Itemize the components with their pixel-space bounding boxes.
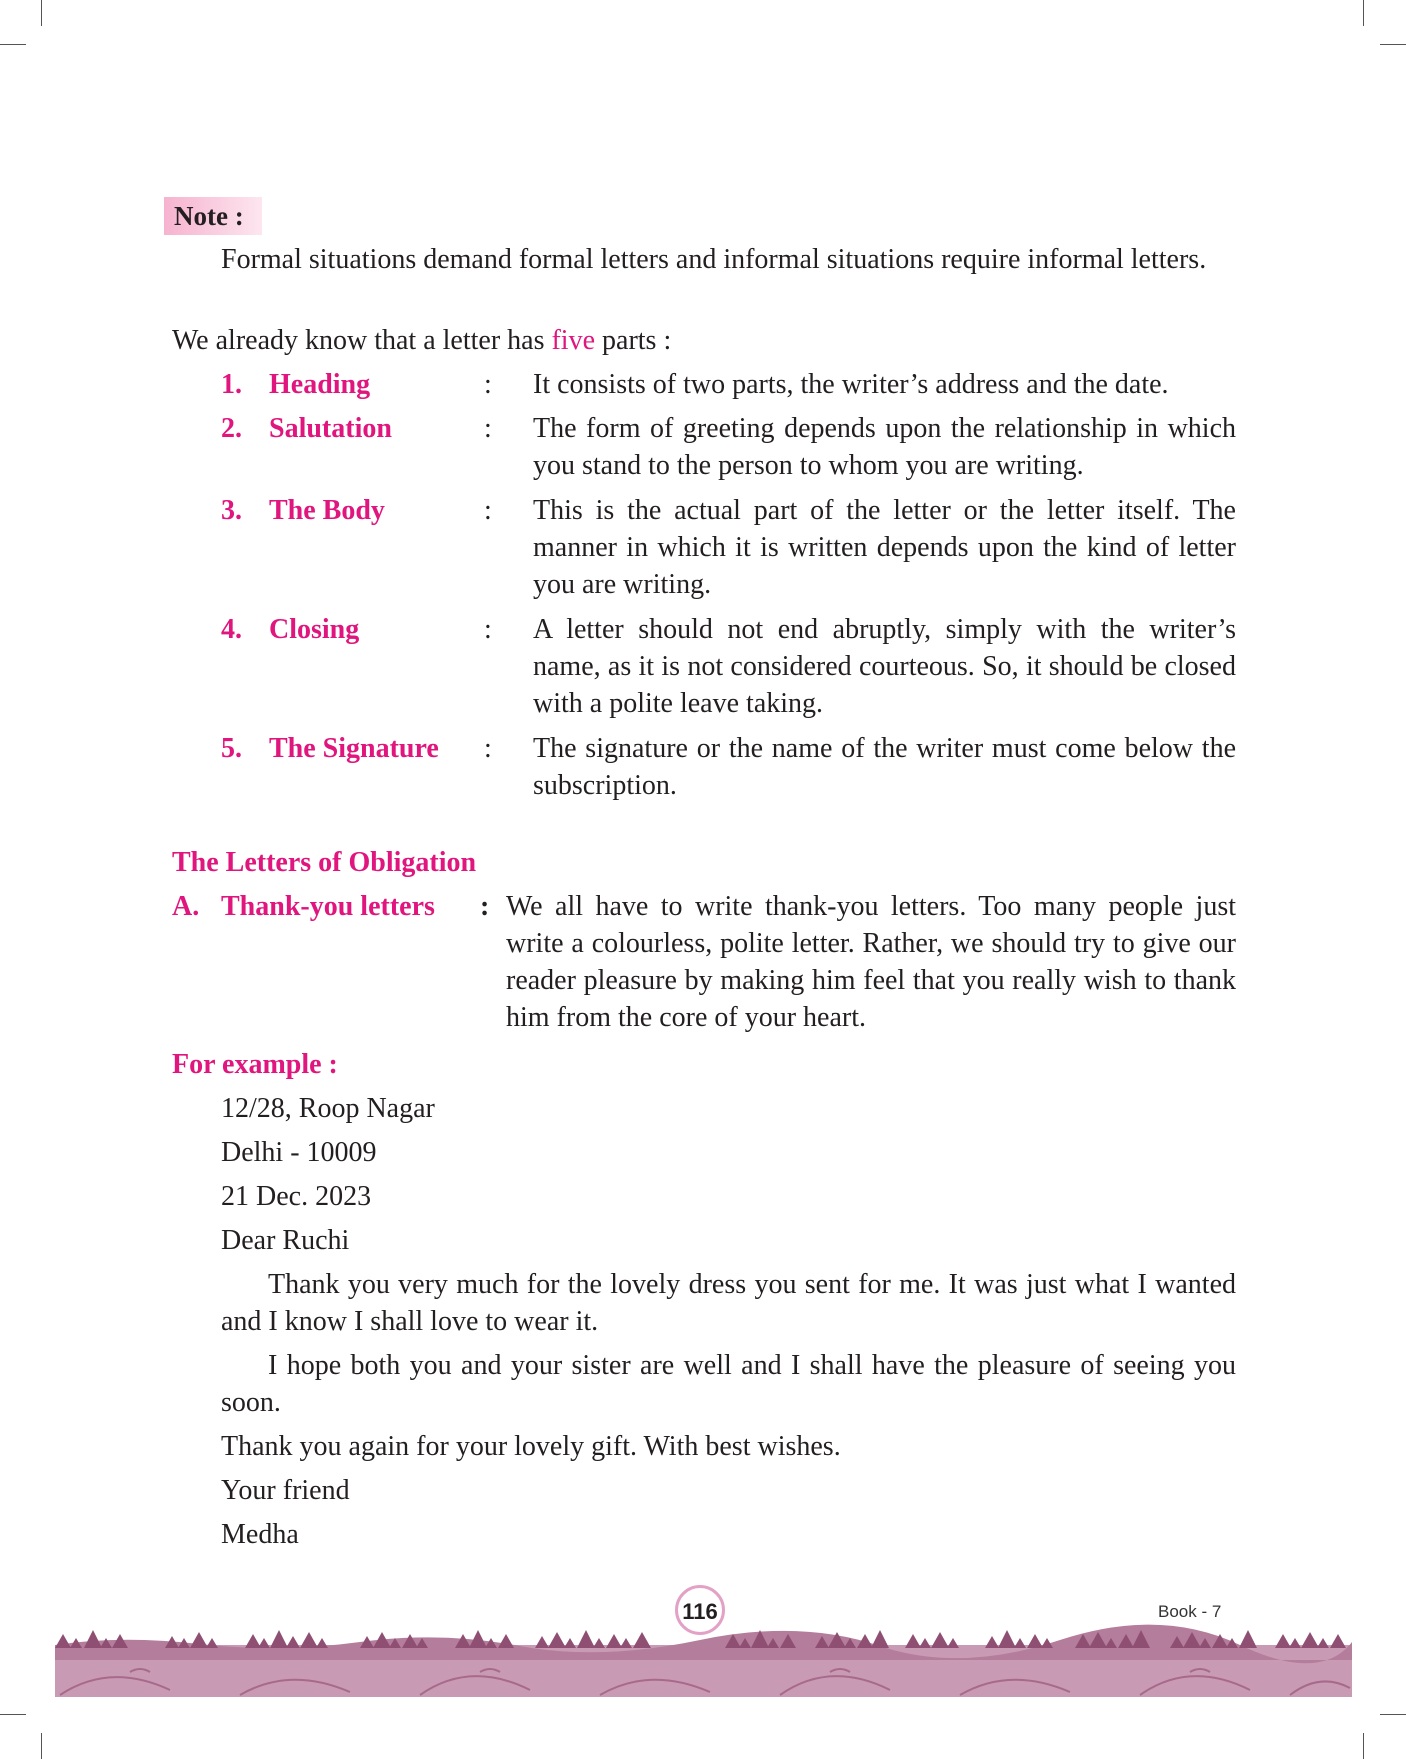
address-line: 12/28, Roop Nagar xyxy=(221,1093,435,1124)
note-label: Note : xyxy=(164,197,262,235)
book-label: Book - 7 xyxy=(1158,1602,1222,1621)
crop-mark xyxy=(1363,1733,1364,1759)
letter-salutation: Dear Ruchi xyxy=(221,1225,350,1256)
item-desc: We all have to write thank-you letters. Too many people just write a colourless, polite letter. Rather, we should try to give our reader pleasure by making him feel that you really wish to thank him from the core of your heart. xyxy=(506,891,1236,1033)
crop-mark xyxy=(41,0,42,26)
example-heading: For example : xyxy=(172,1049,338,1080)
part-desc: The form of greeting depends upon the relationship in which you stand to the person to whom you are writing. xyxy=(533,413,1236,481)
crop-mark xyxy=(1380,44,1406,45)
letter-closing: Your friend xyxy=(221,1475,350,1506)
part-term: Closing xyxy=(269,614,360,645)
letter-signature: Medha xyxy=(221,1519,299,1550)
section-heading: The Letters of Obligation xyxy=(172,847,477,878)
crop-mark xyxy=(1363,0,1364,26)
crop-mark xyxy=(1380,1714,1406,1715)
part-desc: A letter should not end abruptly, simply with the writer’s name, as it is not considered courteous. So, it should be closed with a polite leave taking. xyxy=(533,614,1236,719)
part-desc: It consists of two parts, the writer’s address and the date. xyxy=(533,369,1169,400)
part-desc: The signature or the name of the writer must come below the subscription. xyxy=(533,733,1236,801)
address-line: Delhi - 10009 xyxy=(221,1137,377,1168)
crop-mark xyxy=(41,1733,42,1759)
part-desc: This is the actual part of the letter or the letter itself. The manner in which it is written depends upon the kind of letter you are writing. xyxy=(533,495,1236,600)
page-number: 116 xyxy=(675,1585,725,1635)
crop-mark xyxy=(0,44,26,45)
letter-paragraph: I hope both you and your sister are well and I shall have the pleasure of seeing you soon. xyxy=(221,1350,1236,1418)
item-colon: : xyxy=(480,891,490,922)
part-term: Heading xyxy=(269,369,371,400)
part-term: Salutation xyxy=(269,413,392,444)
part-term: The Body xyxy=(269,495,385,526)
crop-mark xyxy=(0,1714,26,1715)
letter-paragraph: Thank you very much for the lovely dress you sent for me. It was just what I wanted and I know I shall love to wear it. xyxy=(221,1269,1236,1337)
item-label: A. xyxy=(172,891,200,922)
letter-date: 21 Dec. 2023 xyxy=(221,1181,372,1212)
letter-line: Thank you again for your lovely gift. With best wishes. xyxy=(221,1431,841,1462)
part-term: The Signature xyxy=(269,733,439,764)
item-term: Thank-you letters xyxy=(221,891,435,922)
note-text: Formal situations demand formal letters and informal situations require informal letters. xyxy=(221,244,1207,275)
intro-line: We already know that a letter has five parts : xyxy=(172,325,672,356)
intro-highlight: five xyxy=(551,325,596,356)
